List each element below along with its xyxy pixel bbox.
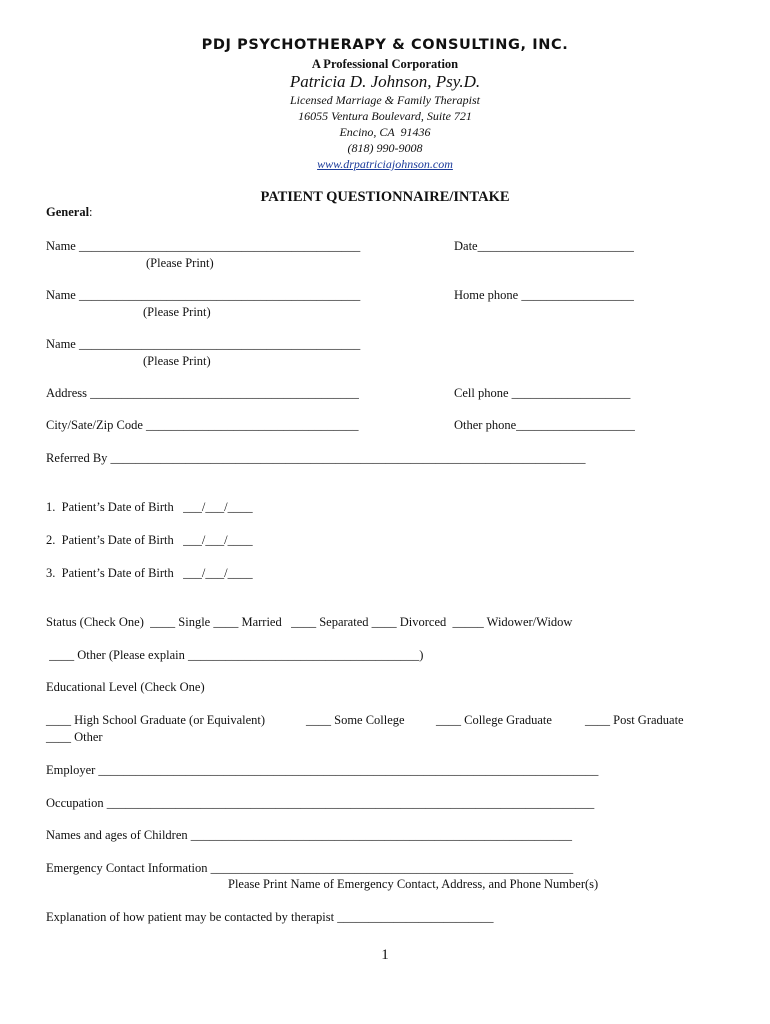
other-phone-field[interactable]: Other phone___________________ <box>454 418 635 432</box>
children-field[interactable]: Names and ages of Children _____________________________________________________________ <box>46 828 573 842</box>
website-wrapper <box>0 157 770 172</box>
office-phone: (818) 990-9008 <box>347 141 423 155</box>
edu-post-graduate-option[interactable]: ____ Post Graduate <box>585 713 684 727</box>
form-title: PATIENT QUESTIONNAIRE/INTAKE <box>260 189 510 205</box>
edu-college-graduate-option[interactable]: ____ College Graduate <box>436 713 552 727</box>
doctor-name: Patricia D. Johnson, Psy.D. <box>289 72 481 91</box>
name-field-3[interactable]: Name _____________________________________________ <box>46 337 361 351</box>
home-phone-field[interactable]: Home phone __________________ <box>454 288 634 302</box>
page-number: 1 <box>381 947 389 963</box>
emergency-contact-field[interactable]: Emergency Contact Information __________________________________________________________ <box>46 861 574 875</box>
firm-name: PDJ PSYCHOTHERAPY & CONSULTING, INC. <box>201 37 569 53</box>
address-field[interactable]: Address ___________________________________________ <box>46 386 359 400</box>
dob-field-2[interactable]: 2. Patient’s Date of Birth ___/___/____ <box>46 533 253 547</box>
dob-field-3[interactable]: 3. Patient’s Date of Birth ___/___/____ <box>46 566 253 580</box>
dob-field-1[interactable]: 1. Patient’s Date of Birth ___/___/____ <box>46 500 253 514</box>
license-line: Licensed Marriage & Family Therapist <box>290 93 480 107</box>
cell-phone-field[interactable]: Cell phone ___________________ <box>454 386 631 400</box>
emergency-contact-hint: Please Print Name of Emergency Contact, Address, and Phone Number(s) <box>228 877 599 891</box>
city-line: Encino, CA 91436 <box>339 125 431 139</box>
employer-field[interactable]: Employer ________________________________________________________________________________ <box>46 763 599 777</box>
corporation-line: A Professional Corporation <box>311 57 459 71</box>
general-colon: : <box>89 205 93 219</box>
contact-explanation-field[interactable]: Explanation of how patient may be contacted by therapist _________________________ <box>46 910 494 924</box>
edu-other-option[interactable]: ____ Other <box>46 730 103 744</box>
date-field[interactable]: Date_________________________ <box>454 239 634 253</box>
general-label: General <box>46 205 90 219</box>
city-state-zip-field[interactable]: City/Sate/Zip Code __________________________________ <box>46 418 359 432</box>
marital-status-options[interactable]: Status (Check One) ____ Single ____ Married ____ Separated ____ Divorced _____ Widower/Widow <box>46 615 573 629</box>
status-other-field[interactable]: ____ Other (Please explain _____________________________________) <box>46 648 424 662</box>
please-print-hint-1: (Please Print) <box>146 256 214 270</box>
edu-high-school-option[interactable]: ____ High School Graduate (or Equivalent) <box>46 713 266 727</box>
edu-some-college-option[interactable]: ____ Some College <box>306 713 405 727</box>
name-field-2[interactable]: Name _____________________________________________ <box>46 288 361 302</box>
referred-by-field[interactable]: Referred By ____________________________________________________________________________ <box>46 451 586 465</box>
general-heading <box>46 205 93 220</box>
name-field-1[interactable]: Name _____________________________________________ <box>46 239 361 253</box>
occupation-field[interactable]: Occupation ______________________________________________________________________________ <box>46 796 595 810</box>
education-heading: Educational Level (Check One) <box>46 680 205 694</box>
please-print-hint-2: (Please Print) <box>143 305 211 319</box>
website-link[interactable]: www.drpatriciajohnson.com <box>317 157 453 171</box>
please-print-hint-3: (Please Print) <box>143 354 211 368</box>
street-address: 16055 Ventura Boulevard, Suite 721 <box>298 109 472 123</box>
